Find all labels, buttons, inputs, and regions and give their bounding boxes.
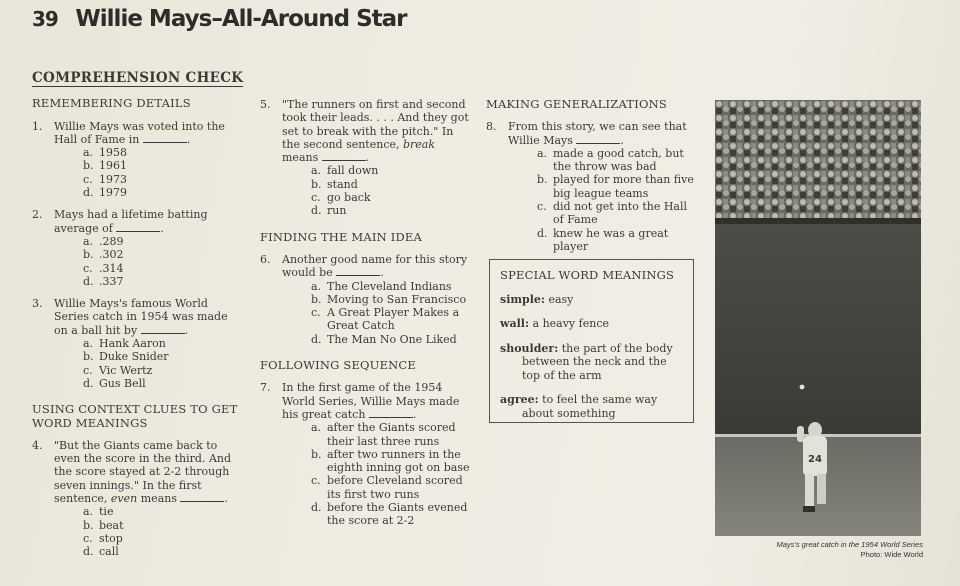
option[interactable]: d. Gus Bell xyxy=(83,376,146,390)
options-list xyxy=(83,235,244,288)
photo-credit: Photo: Wide World xyxy=(860,549,923,559)
option[interactable]: d. 1979 xyxy=(83,186,127,200)
answer-blank[interactable] xyxy=(141,324,185,334)
option[interactable]: d. .337 xyxy=(83,274,124,288)
option[interactable]: b. Moving to San Francisco xyxy=(311,292,467,306)
option[interactable]: a. tie xyxy=(83,505,114,519)
option[interactable]: b. Duke Snider xyxy=(83,350,169,364)
column-2 xyxy=(260,98,470,528)
option[interactable]: b. played for more than five big league teams xyxy=(537,173,694,200)
options-list xyxy=(83,505,244,558)
question-5: 5. "The runners on first and second took their leads. . . . And they got set to break with the pitch." In the second sentence, break means . a. fall down b. stand c. go back d. run xyxy=(260,98,469,218)
lesson-number: 39 xyxy=(32,7,58,31)
baseball xyxy=(800,385,805,390)
box-title: SPECIAL WORD MEANINGS xyxy=(500,268,675,282)
answer-blank[interactable] xyxy=(143,133,187,143)
photo-caption xyxy=(715,540,923,559)
question-text: "The runners on first and second took their leads. . . . And they got set to break with the pitch." In the second sentence, xyxy=(282,98,469,151)
option[interactable]: b. 1961 xyxy=(83,159,127,173)
options-list xyxy=(311,280,470,346)
option[interactable]: c. before Cleveland scored its first two runs xyxy=(311,474,463,501)
option[interactable]: b. stand xyxy=(311,177,358,191)
options-list xyxy=(311,421,470,527)
question-text: Willie Mays was voted into the Hall of Fame in xyxy=(54,119,225,146)
question-text: Another good name for this story would be xyxy=(282,252,468,280)
jersey-number: 24 xyxy=(808,454,822,465)
option[interactable]: b. .302 xyxy=(83,248,124,262)
option[interactable]: b. after two runners in the eighth inning got on base xyxy=(311,447,470,475)
glossary-entry: shoulder: the part of the body between the neck and the top of the arm xyxy=(500,341,673,382)
question-8: 8. From this story, we can see that Willie Mays . a. made a good catch, but the throw was bad b. played for more than five big league teams c. did not get into the Hall of Fame d. knew he was a great player xyxy=(486,120,698,253)
glossary-entry: wall: a heavy fence xyxy=(500,317,609,330)
option[interactable]: d. call xyxy=(83,545,119,559)
photo-illustration xyxy=(715,100,921,536)
column-3 xyxy=(486,98,698,253)
caption-text: Mays's great catch in the 1954 World Series xyxy=(776,540,923,549)
option[interactable]: a. .289 xyxy=(83,234,124,248)
option[interactable]: c. go back xyxy=(311,191,371,205)
glossary-entry: simple: easy xyxy=(500,292,574,306)
answer-blank[interactable] xyxy=(322,151,366,161)
option[interactable]: a. made a good catch, but the throw was bad xyxy=(537,146,684,174)
option[interactable]: d. The Man No One Liked xyxy=(311,332,457,346)
glossary-entry: agree: to feel the same way about something xyxy=(500,393,658,420)
question-4: 4. "But the Giants came back to even the score in the third. And the score stayed at 2-2 through seven innings." In the first sentence, even means . a. tie b. beat c. stop d. call xyxy=(32,439,244,559)
option[interactable]: d. knew he was a great player xyxy=(537,226,669,253)
option[interactable]: c. .314 xyxy=(83,261,124,275)
section-sequence: FOLLOWING SEQUENCE xyxy=(260,358,417,373)
answer-blank[interactable] xyxy=(336,266,380,276)
question-text: Willie Mays's famous World Series catch in 1954 was made on a ball hit by xyxy=(54,297,228,337)
section-generalizations: MAKING GENERALIZATIONS xyxy=(486,97,667,111)
answer-blank[interactable] xyxy=(369,408,413,418)
options-list xyxy=(537,147,698,253)
option[interactable]: a. The Cleveland Indians xyxy=(311,279,452,293)
question-text: Mays had a lifetime batting average of xyxy=(54,208,208,235)
crowd xyxy=(715,100,921,228)
page-header xyxy=(32,6,407,32)
comprehension-title: COMPREHENSION CHECK xyxy=(32,70,244,86)
question-3: 3. Willie Mays's famous World Series catch in 1954 was made on a ball hit by . a. Hank Aaron b. Duke Snider c. Vic Wertz d. Gus Bell xyxy=(32,297,244,390)
target-word: even xyxy=(110,492,138,506)
option[interactable]: a. 1958 xyxy=(83,146,127,160)
outfield-wall xyxy=(715,224,921,434)
option[interactable]: a. Hank Aaron xyxy=(83,337,166,351)
option[interactable]: a. after the Giants scored their last three runs xyxy=(311,421,456,448)
column-1 xyxy=(32,72,244,559)
lesson-title: Willie Mays–All-Around Star xyxy=(75,6,407,32)
section-remembering: REMEMBERING DETAILS xyxy=(32,96,191,111)
options-list xyxy=(83,146,244,199)
option[interactable]: d. run xyxy=(311,204,347,218)
question-text: In the first game of the 1954 World Series, Willie Mays made his great catch xyxy=(282,381,460,421)
option[interactable]: a. fall down xyxy=(311,164,379,178)
question-text: "But the Giants came back to even the score in the third. And the score stayed at 2-2 through seven innings." In the first sentence, xyxy=(54,438,232,506)
option[interactable]: c. 1973 xyxy=(83,172,127,186)
section-context-clues: USING CONTEXT CLUES TO GET WORD MEANINGS xyxy=(32,402,238,430)
question-2: 2. Mays had a lifetime batting average of . a. .289 b. .302 c. .314 d. .337 xyxy=(32,208,244,288)
option[interactable]: d. before the Giants evened the score at 2-2 xyxy=(311,501,468,528)
special-word-meanings-box xyxy=(489,259,694,423)
option[interactable]: c. A Great Player Makes a Great Catch xyxy=(311,306,460,333)
answer-blank[interactable] xyxy=(180,492,224,502)
answer-blank[interactable] xyxy=(116,222,160,232)
option[interactable]: c. Vic Wertz xyxy=(83,363,153,377)
question-6: 6. Another good name for this story would be . a. The Cleveland Indians b. Moving to San Francisco c. A Great Player Makes a Great Catch d. The Man No One Liked xyxy=(260,253,470,346)
option[interactable]: c. did not get into the Hall of Fame xyxy=(537,200,688,227)
option[interactable]: b. beat xyxy=(83,518,124,532)
options-list xyxy=(83,337,244,390)
question-7: 7. In the first game of the 1954 World Series, Willie Mays made his great catch . a. after the Giants scored their last three runs b. after two runners in the eighth inning got on base c. before Cleveland scored its first two runs d. before the Giants evened the score at 2-2 xyxy=(260,381,470,528)
catch-photo xyxy=(715,100,921,536)
option[interactable]: c. stop xyxy=(83,531,123,545)
options-list xyxy=(311,164,470,217)
question-1: 1. Willie Mays was voted into the Hall of Fame in . a. 1958 b. 1961 c. 1973 d. 1979 xyxy=(32,120,244,200)
target-word: break xyxy=(403,137,436,151)
question-text: From this story, we can see that Willie Mays xyxy=(508,120,687,147)
answer-blank[interactable] xyxy=(576,134,620,144)
section-main-idea: FINDING THE MAIN IDEA xyxy=(260,229,423,244)
